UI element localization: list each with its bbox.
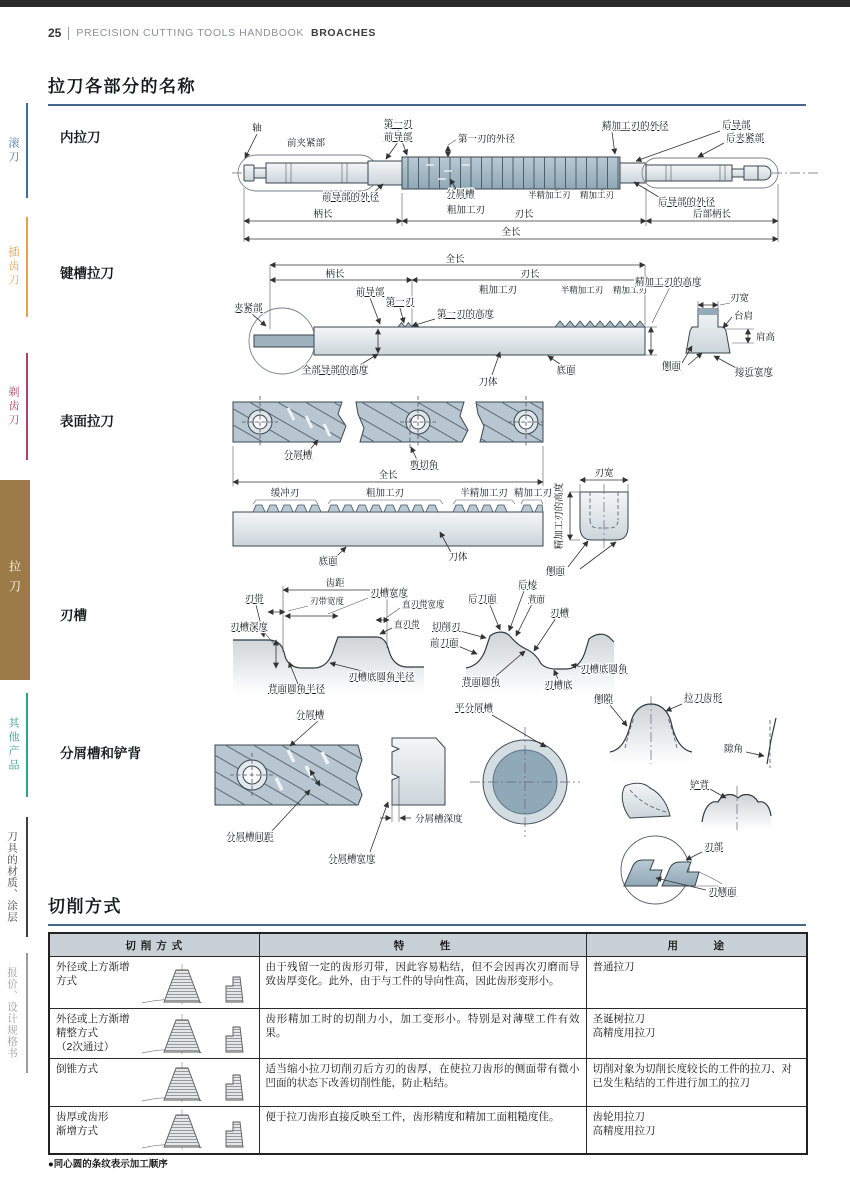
usage-line: 普通拉刀	[592, 961, 635, 973]
usage-line: 高精度用拉刀	[592, 1125, 656, 1138]
sidebar-tab-materials-coatings[interactable]	[0, 817, 30, 937]
groove-cross-section	[370, 738, 445, 852]
label-back-ridge: 后棱	[518, 580, 538, 591]
label-rear-guide-od: 后导部的外径	[658, 197, 716, 208]
header-divider	[68, 27, 69, 40]
label-first-tooth: 第一刃	[383, 119, 413, 130]
method-line: 外径或上方渐增	[56, 961, 130, 973]
feature-cell: 便于拉刀齿形直接反映至工件，齿形精度和精加工面粗糙度佳。	[259, 1107, 586, 1154]
usage-cell	[586, 1107, 807, 1154]
label-back-face: 背面	[528, 594, 546, 604]
label-finish: 精加工刃	[513, 488, 553, 499]
label-tooth-length: 刃长	[520, 269, 540, 280]
method-line: 倒锥方式	[56, 1063, 98, 1075]
cross-section	[580, 484, 628, 550]
table-row	[49, 1107, 807, 1154]
top-accent-bar	[0, 0, 850, 7]
method-line: 齿厚或齿形	[56, 1111, 109, 1123]
label-gullet-bottom-round: 刃槽底圆角	[580, 664, 628, 675]
table-row	[49, 1059, 807, 1107]
label-rear-clamp: 后夹紧部	[726, 133, 765, 144]
feature-cell: 齿形精加工时的切削力小，加工变形小。特别是对薄壁工件有效果。	[259, 1009, 586, 1059]
label-finish-od: 精加工刃的外径	[602, 121, 669, 132]
label-tooth-width: 刃宽	[594, 468, 614, 479]
handbook-title: PRECISION CUTTING TOOLS HANDBOOK	[76, 27, 305, 39]
label-side: 侧面	[546, 566, 566, 577]
diagram-title-surface-broach: 表面拉刀	[60, 414, 114, 429]
gullet-diagram	[228, 572, 848, 697]
label-chip-groove: 分屑槽	[295, 710, 325, 721]
tab-label: 刀具的材质、涂层	[6, 831, 18, 923]
label-groove-width: 分屑槽宽度	[328, 854, 376, 865]
label-side-clearance: 侧隙	[594, 694, 614, 705]
label-gullet-width: 刃槽宽度	[370, 588, 409, 599]
label-body: 刀体	[448, 552, 468, 563]
tab-accent-line	[26, 693, 28, 797]
label-shoulder: 台肩	[734, 311, 754, 322]
label-gullet: 刃槽	[550, 608, 570, 619]
tab-label: 插齿刀	[7, 246, 19, 288]
label-cutting-edge: 切削刃	[432, 622, 461, 633]
label-side: 侧面	[662, 361, 682, 372]
chipsplit-diagram	[210, 690, 850, 905]
diagram-title-internal-broach: 内拉刀	[60, 130, 101, 145]
label-tooth-profile: 拉刀齿形	[684, 693, 723, 704]
cutting-method-diagram	[140, 1108, 255, 1152]
label-land-width: 刃带宽度	[310, 596, 345, 606]
label-front-guide-od: 前导部的外径	[322, 192, 380, 203]
slab-top-view	[215, 721, 362, 833]
diagram-title-gullet: 刃槽	[60, 608, 87, 623]
method-cell	[49, 1107, 259, 1154]
sidebar-tab-quotation-specs[interactable]	[0, 953, 30, 1073]
label-rough: 粗加工刃	[478, 285, 518, 296]
label-pitch: 齿距	[325, 578, 345, 589]
side-view	[233, 500, 543, 546]
label-groove-depth: 分屑槽深度	[415, 814, 463, 825]
tab-label: 剃齿刀	[7, 385, 19, 428]
label-body: 刀体	[478, 377, 498, 388]
col-header-usage: 用 途	[586, 933, 807, 957]
label-first-tooth-od: 第一刃的外径	[458, 134, 516, 145]
section-name: BROACHES	[311, 27, 376, 39]
label-bottom: 底面	[318, 556, 338, 567]
label-finish: 精加工刃	[612, 285, 648, 295]
usage-cell	[586, 957, 807, 1009]
label-semi-finish: 半精加工刃	[560, 285, 604, 295]
label-shear-angle: 剪切角	[409, 460, 439, 471]
label-shoulder-height: 肩高	[756, 332, 776, 343]
label-gullet-depth: 刃槽深度	[230, 622, 269, 633]
label-edge-side: 刃侧面	[708, 887, 737, 898]
label-edge-part: 刃部	[704, 842, 724, 853]
sidebar-tab-hob[interactable]	[0, 103, 30, 198]
label-first-tooth: 第一刃	[385, 297, 415, 308]
label-back-round: 背面圆角	[462, 677, 501, 688]
label-straight-land: 直刃带	[394, 619, 420, 629]
label-finish-height: 精加工刃的高度	[554, 482, 565, 550]
method-cell	[49, 957, 259, 1009]
page-title-cutting-methods: 切削方式	[48, 892, 806, 926]
sidebar-tab-other-products[interactable]	[0, 693, 30, 797]
label-front-guide: 前导部	[355, 287, 385, 298]
label-finish: 精加工刃	[580, 190, 615, 200]
tab-label: 拉刀	[7, 560, 22, 600]
label-guide-height: 全部导部的高度	[301, 365, 369, 376]
feature-cell: 适当缩小拉刀切削刃后方刃的齿厚，在使拉刀齿形的侧面带有微小凹面的状态下改善切削性能，防止粘结。	[259, 1059, 586, 1107]
label-clearance-angle: 隙角	[724, 744, 744, 755]
label-rake-face: 前刀面	[430, 638, 459, 649]
flat-groove-circle	[470, 715, 580, 837]
label-flat-chip-groove: 平分屑槽	[454, 703, 494, 714]
table-row	[49, 957, 807, 1009]
surface-broach-diagram	[228, 392, 848, 582]
tooth-profile-figures	[610, 696, 776, 830]
col-header-feature: 特 性	[259, 933, 586, 957]
diagram-title-chipsplit: 分屑槽和铲背	[60, 746, 141, 761]
label-semi-finish: 半精加工刃	[528, 190, 571, 200]
top-view	[233, 396, 543, 450]
usage-line: 圣诞树拉刀	[592, 1013, 645, 1025]
label-land: 刃带	[244, 594, 264, 605]
label-tooth-width: 刃宽	[730, 293, 750, 304]
usage-line: 切削对象为切削长度较长的工件的拉刀、对已发生粘结的工件进行加工的拉刀	[592, 1063, 792, 1090]
label-rough: 粗加工刃	[446, 205, 486, 216]
label-rear-shank-length: 后部柄长	[692, 209, 732, 220]
method-cell	[49, 1009, 259, 1059]
cutting-methods-table	[48, 932, 808, 1155]
cutting-method-diagram	[140, 1061, 255, 1105]
method-line: 精整方式	[56, 1027, 98, 1040]
label-first-tooth-height: 第一刃的高度	[437, 309, 495, 320]
label-rough: 粗加工刃	[365, 488, 405, 499]
table-footnote: ●同心圆的条纹表示加工顺序	[48, 1159, 168, 1170]
cutting-method-diagram	[140, 963, 255, 1007]
diagram-labels	[234, 253, 776, 388]
tab-accent-line	[26, 217, 28, 317]
feature-cell: 由于残留一定的齿形刃带，因此容易粘结，但不会因再次刃磨而导致齿厚变化。此外，由于与工件的导向性高，因此齿形变形小。	[259, 957, 586, 1009]
label-total-length: 全长	[445, 254, 465, 265]
usage-cell	[586, 1009, 807, 1059]
label-back-radius: 背面圆角半径	[268, 684, 326, 695]
method-cell	[49, 1059, 259, 1107]
label-gullet-bottom: 刃槽底	[544, 680, 573, 691]
label-groove-spacing: 分屑槽间距	[226, 832, 274, 843]
page-number: 25	[48, 26, 62, 40]
sidebar-tab-shaper-cutter[interactable]	[0, 217, 30, 317]
keyway-broach-diagram	[230, 253, 850, 393]
method-line: 外径或上方渐增	[56, 1013, 130, 1025]
label-gullet-bottom-radius: 刃槽底圆角半径	[348, 672, 415, 683]
table-header-row	[49, 933, 807, 957]
method-line: 渐增方式	[56, 1125, 98, 1138]
label-straight-land-width: 直刃带宽度	[402, 599, 445, 609]
tab-accent-line	[26, 353, 28, 460]
usage-line: 齿轮用拉刀	[592, 1111, 645, 1123]
tab-label: 报价、设计规格书	[6, 967, 18, 1059]
col-header-method: 切 削 方 式	[49, 933, 259, 957]
internal-broach-diagram	[230, 118, 830, 253]
label-front-guide: 前导部	[383, 132, 413, 143]
tab-accent-line	[26, 817, 28, 937]
sidebar-tab-broach-active[interactable]	[0, 480, 30, 680]
method-line: （2次通过）	[56, 1041, 115, 1054]
diagram-title-keyway-broach: 键槽拉刀	[60, 266, 114, 281]
tab-accent-line	[26, 103, 28, 198]
label-tooth-length: 刃长	[514, 209, 534, 220]
label-chip-groove: 分屑槽	[446, 189, 475, 200]
label-shank-length: 柄长	[325, 269, 345, 280]
label-shaft: 轴	[252, 123, 262, 134]
label-total-length: 全长	[378, 470, 398, 481]
label-front-clamp: 前夹紧部	[286, 138, 326, 149]
usage-cell	[586, 1059, 807, 1107]
sidebar-tab-shaving-cutter[interactable]	[0, 353, 30, 460]
label-shank-length: 柄长	[313, 209, 333, 220]
method-line: 方式	[56, 975, 77, 988]
cutting-method-diagram	[140, 1013, 255, 1057]
tab-label: 其他产品	[7, 717, 19, 773]
page-header	[48, 26, 376, 40]
label-finish-height: 精加工刃的高度	[635, 277, 702, 288]
label-chip-groove: 分屑槽	[283, 450, 313, 461]
label-bottom: 底面	[556, 365, 576, 376]
page-title-broach-parts: 拉刀各部分的名称	[48, 72, 806, 106]
label-buffer-teeth: 缓冲刃	[270, 488, 300, 499]
tab-label: 滚刀	[7, 136, 19, 165]
tab-accent-line	[26, 953, 28, 1073]
label-total-length: 全长	[501, 227, 521, 238]
label-clamp: 夹紧部	[234, 303, 263, 314]
label-rear-guide: 后导部	[722, 120, 751, 131]
usage-line: 高精度用拉刀	[592, 1027, 656, 1040]
label-relieved-back: 铲背	[690, 780, 710, 791]
broach-body	[232, 155, 818, 191]
label-flank: 后刀面	[468, 594, 497, 605]
table-row	[49, 1009, 807, 1059]
label-semi-finish: 半精加工刃	[460, 488, 508, 499]
label-approach-width: 接近宽度	[735, 367, 774, 378]
